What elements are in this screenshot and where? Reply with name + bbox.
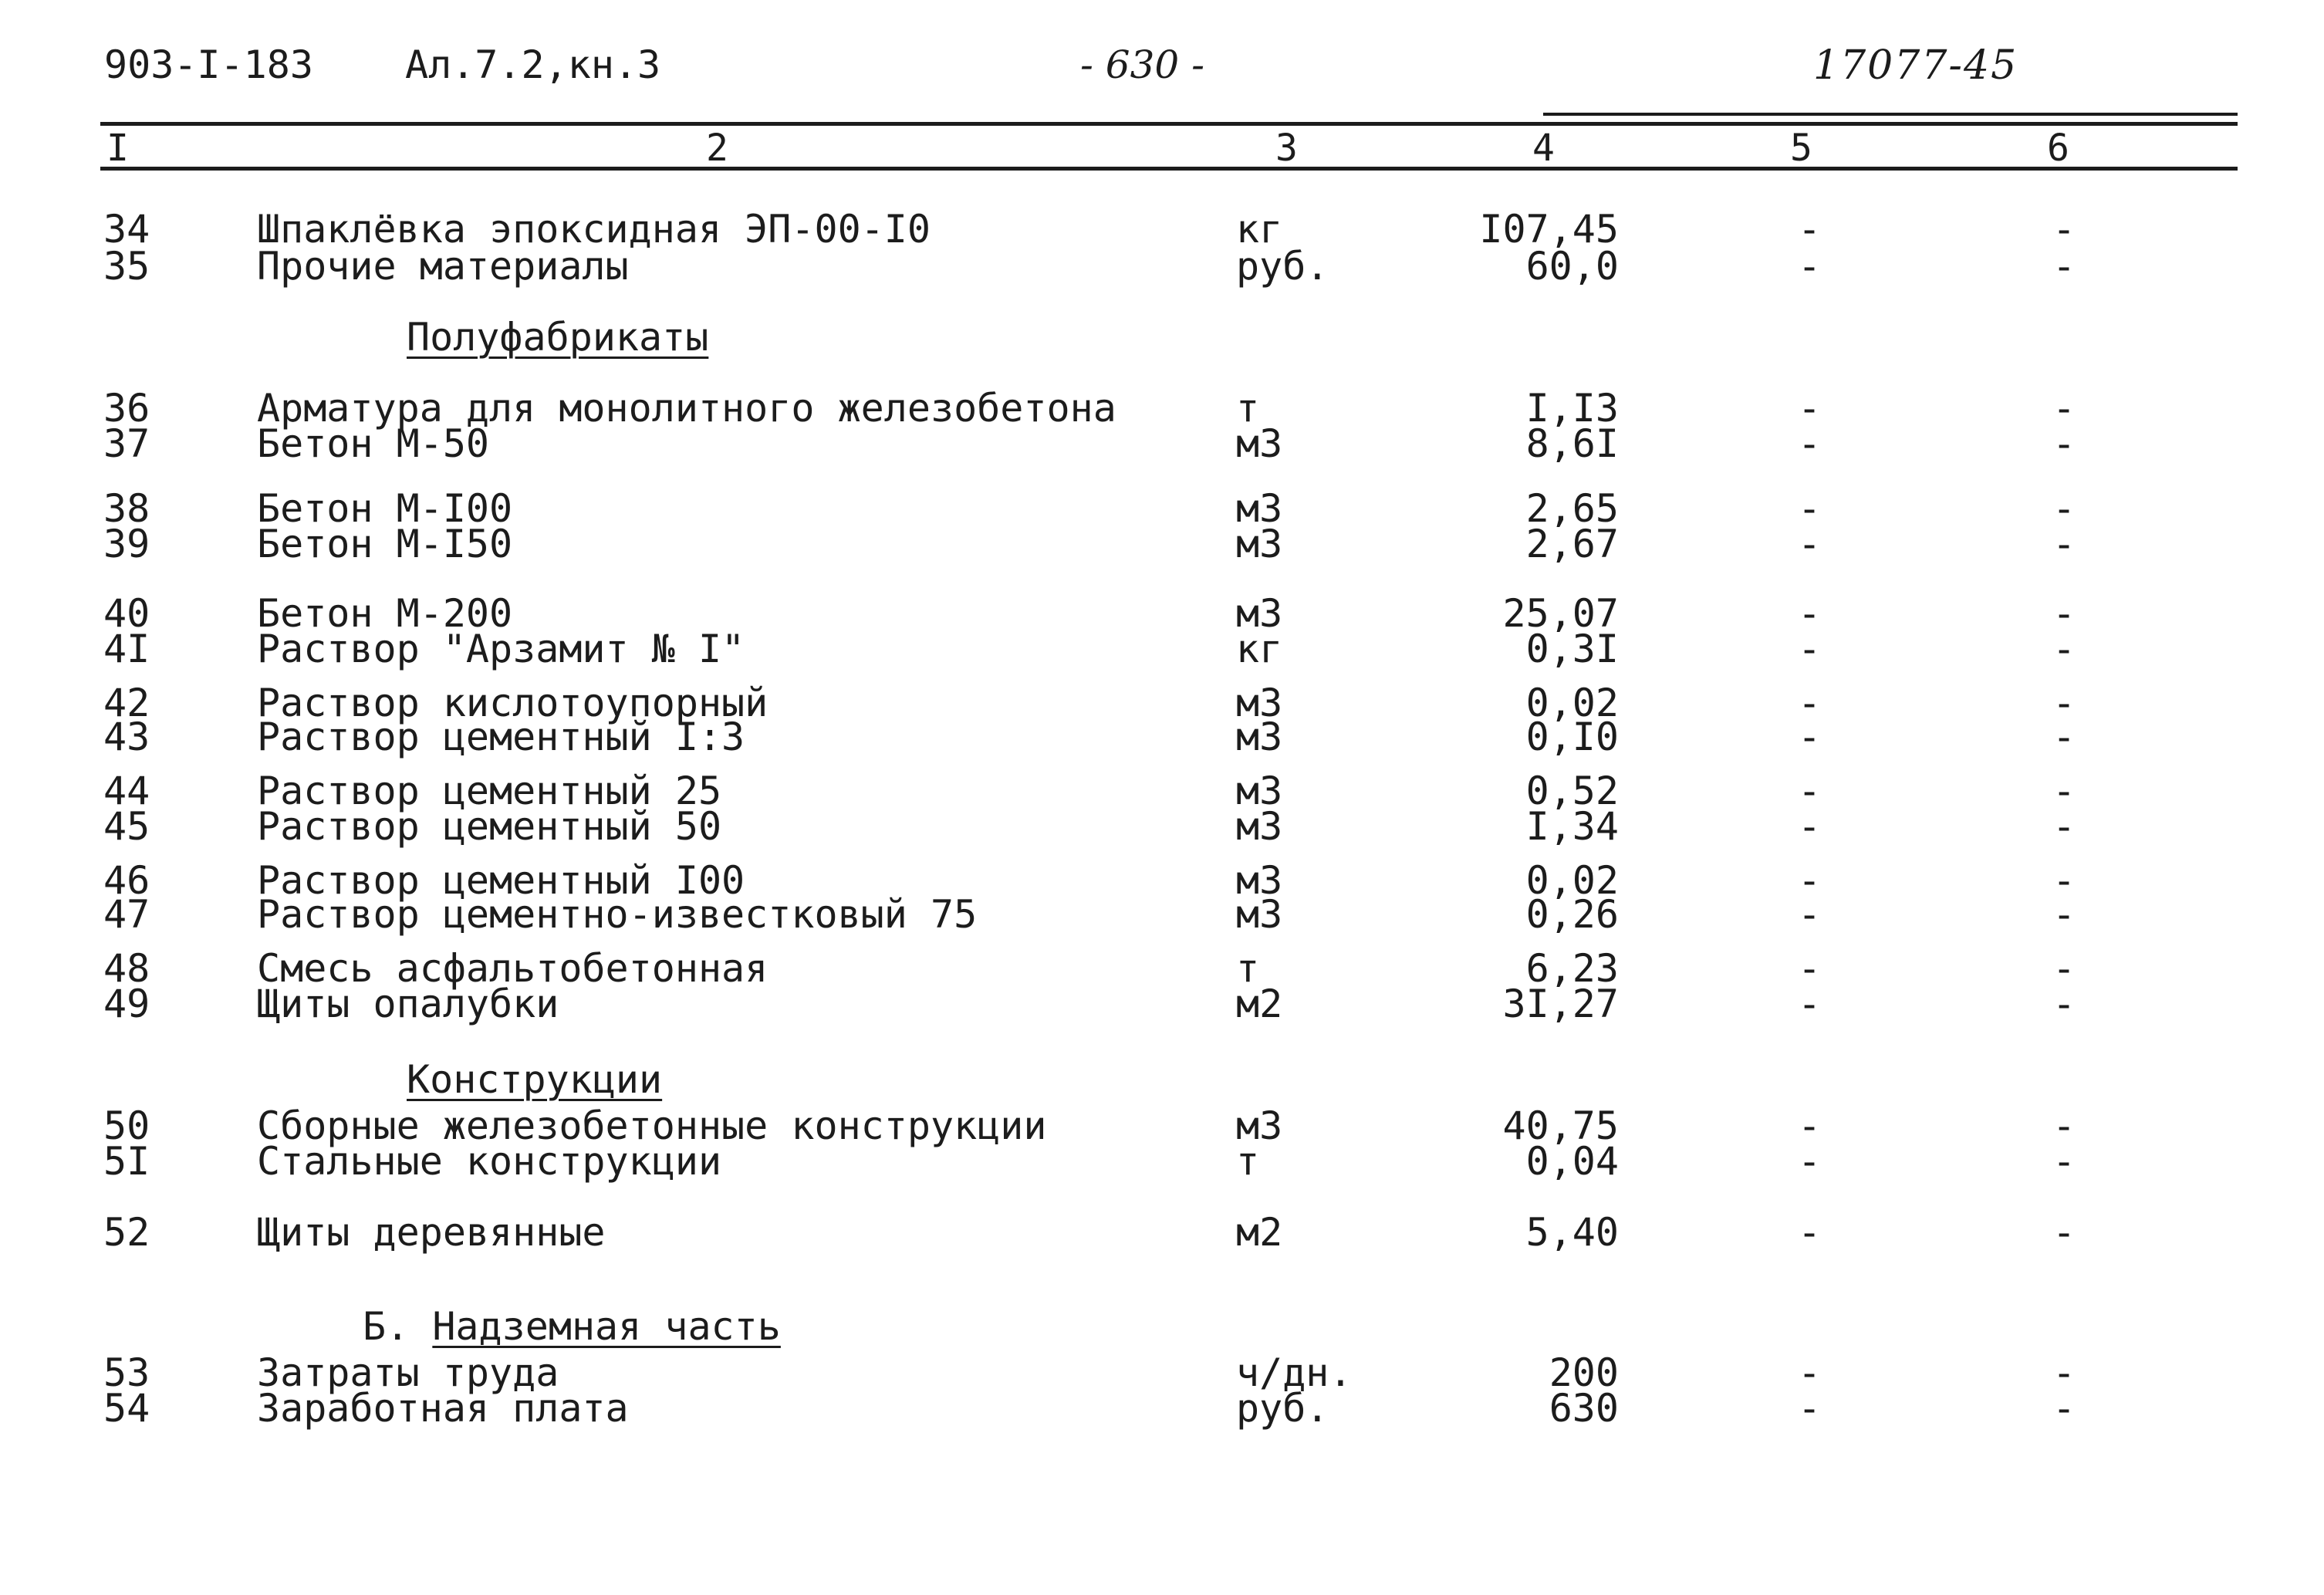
table-row: 37 Бетон М-50 м3 8,6I - - — [103, 421, 2076, 466]
column-heading-6: 6 — [2047, 127, 2069, 170]
table-row: 47 Раствор цементно-известковый 75 м3 0,26 - - — [103, 892, 2076, 937]
table-top-rule — [100, 122, 2238, 126]
table-header-rule — [100, 167, 2238, 171]
table-row: 44 Раствор цементный 25 м3 0,52 - - — [103, 769, 2076, 813]
section-heading-semifinished: Полуфабрикаты — [407, 315, 709, 360]
table-row: 43 Раствор цементный I:3 м3 0,I0 - - — [103, 715, 2076, 759]
table-row: 39 Бетон М-I50 м3 2,67 - - — [103, 522, 2076, 566]
table-row: 50 Сборные железобетонные конструкции м3 40,75 - - — [103, 1103, 2076, 1148]
page-number: - 630 - — [1080, 42, 1205, 87]
column-heading-2: 2 — [706, 127, 728, 170]
table-row: 49 Щиты опалубки м2 3I,27 - - — [103, 982, 2076, 1026]
table-row: 54 Заработная плата руб. 630 - - — [103, 1386, 2076, 1431]
column-heading-1: I — [106, 127, 129, 170]
table-row: 36 Арматура для монолитного железобетона т I,I3 - - — [103, 386, 2076, 431]
table-row: 5I Стальные конструкции т 0,04 - - — [103, 1139, 2076, 1184]
table-row: 4I Раствор "Арзамит № I" кг 0,3I - - — [103, 627, 2076, 671]
table-top-rule-right — [1543, 113, 2238, 116]
table-row: 46 Раствор цементный I00 м3 0,02 - - — [103, 858, 2076, 903]
column-heading-5: 5 — [1790, 127, 1812, 170]
column-heading-4: 4 — [1532, 127, 1555, 170]
document-code: 903-I-183 — [104, 42, 313, 87]
table-row: 42 Раствор кислотоупорный м3 0,02 - - — [103, 681, 2076, 725]
album-reference: Ал.7.2,кн.3 — [405, 42, 661, 87]
table-row: 53 Затраты труда ч/дн. 200 - - — [103, 1350, 2076, 1395]
document-number: 17077-45 — [1813, 42, 2018, 89]
section-heading-above-ground: Б. Надземная часть — [363, 1304, 781, 1349]
table-row: 45 Раствор цементный 50 м3 I,34 - - — [103, 804, 2076, 849]
section-heading-constructions: Конструкции — [407, 1057, 663, 1102]
table-row: 35 Прочие материалы руб. 60,0 - - — [103, 244, 2076, 289]
table-row: 52 Щиты деревянные м2 5,40 - - — [103, 1210, 2076, 1255]
table-row: 34 Шпаклёвка эпоксидная ЭП-00-I0 кг I07,45 - - — [103, 207, 2076, 252]
table-row: 48 Смесь асфальтобетонная т 6,23 - - — [103, 946, 2076, 991]
column-heading-3: 3 — [1275, 127, 1298, 170]
table-row: 38 Бетон М-I00 м3 2,65 - - — [103, 486, 2076, 531]
table-row: 40 Бетон М-200 м3 25,07 - - — [103, 591, 2076, 636]
